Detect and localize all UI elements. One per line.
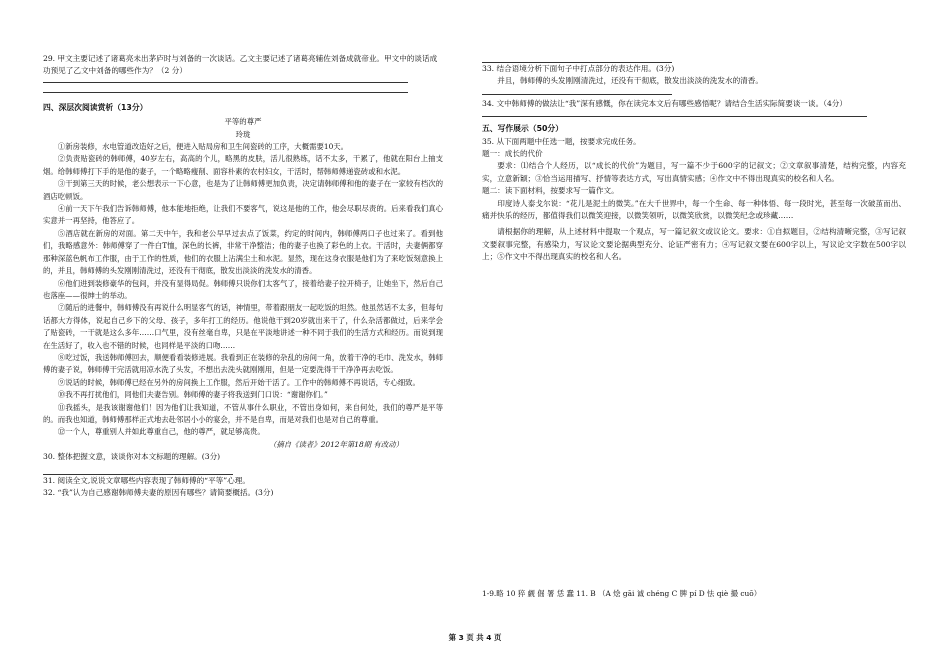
topic-2-requirements: 请根据你的理解，从上述材料中提取一个观点，写一篇记叙文或议论文。要求：①自拟题目，②结构清晰完整，③写记叙文要叙事完整，有感染力，写议论文要论据典型充分、论证严密有力；④写记叙文要在600字以上，写议论文字数在500字以上；⑤作文中不得出现真实的校名和人名。: [482, 227, 906, 262]
question-32: 32. “我”认为自己感谢韩师傅夫妻的原因有哪些？请简要概括。(3分): [43, 488, 274, 497]
question-31: 31. 阅读全文,说说文章哪些内容表现了韩师傅的“平等”心理。: [43, 475, 250, 485]
section-heading-5: 五、写作展示（50分）: [482, 124, 564, 134]
story-paragraph: ⑪我摇头，是我该谢谢他们！因为他们让我知道，不管从事什么职业，不管出身如何，来自何处，我们的尊严是平等的。而我也知道，韩师傅那样正式地去赴邻居小小的宴会，并不是自卑，而是对我们也是对自己的尊重。: [43, 402, 443, 424]
question-34: 34. 文中韩师傅的做法让“我”深有感慨，你在读完本文后有哪些感悟呢？请结合生活实际简要谈一谈。（4分）: [482, 98, 847, 108]
story-paragraph: ⑥他们进到装修豪华的包间，并没有显得局促。韩师傅只说你们太客气了，接着给妻子拉开椅子，让她坐下，然后自己也落座——很绅士的举动。: [43, 278, 443, 300]
question-33: 33. 结合语境分析下面句子中打点部分的表达作用。(3分): [482, 64, 675, 73]
story-paragraph: ⑩我不再打扰他们，同他们夫妻告别。韩师傅的妻子将我送到门口说：“谢谢你们。”: [57, 390, 328, 400]
story-paragraph: ①新房装修，水电管道改造好之后，便进入贴局房和卫生间瓷砖的工序，大概需要10天。: [57, 142, 349, 152]
story-paragraph: ②负责贴瓷砖的韩师傅，40岁左右，高高的个儿，略黑的皮肤，活儿很熟练，话不太多，干累了，他就在阳台上抽支烟。给韩师傅打下手的是他的妻子，一个略略瘦削、面容朴素的农村妇女，干活时，帮韩师傅递瓷砖或和水泥。: [43, 154, 443, 176]
story-title: 平等的尊严: [224, 117, 262, 127]
page-footer: 第 3 页 共 4 页: [448, 633, 502, 642]
story-paragraph: ④前一天下午我们告诉韩师傅，他本能地拒绝，让我们不要客气，说这是他的工作，他会尽职尽责的。后来看我们真心实意并一再坚持，他答应了。: [43, 204, 443, 226]
question-33-quote: 并且，韩师傅的头发刚刚清洗过，还没有干彻底，散发出淡淡的洗发水的清香。: [497, 76, 763, 86]
topic-1-requirements: 要求：⑴结合个人经历，以“成长的代价”为题目，写一篇不少于600字的记叙文；②文章叙事清楚，结构完整，内容充实，立意新颖；③恰当运用描写、抒情等表达方式，写出真情实感；④作文中不得出现真实的校名和人名。: [482, 161, 906, 183]
answer-line: [482, 94, 672, 95]
story-paragraph: ⑫一个人，尊重别人并如此尊重自己，他的尊严，就足够高贵。: [57, 427, 265, 437]
section-heading-4: 四、深层次阅读赏析（13分）: [43, 102, 148, 112]
story-paragraph: ⑧吃过饭，我送韩师傅回去，顺便看看装修进展。我看到正在装修的杂乱的房间一角，放着干净的毛巾、洗发水，韩师傅的妻子说，韩师傅干完活就用凉水洗了头发，不想出去洗头就刚刚用，但是一定要洗得干干净净再去吃饭。: [43, 352, 443, 375]
story-source: （摘自《读者》2012年第18期 有改动）: [268, 439, 403, 449]
story-paragraph: ⑦随后的进餐中，韩师傅没有再说什么明显客气的话，神情里，带着跟朋友一起吃饭的坦然。他虽然话不太多，但每句话都大方得体，说起自己乡下的父母、孩子，多年打工的经历。他说他干到20岁就出来干了，什么杂活都做过，后来学会了贴瓷砖，一干就是这么多年……口气里，没有丝毫自卑，只是在平淡地讲述一种不同于我们的生活方式和经历。而说到现在生活好了，收入也不错的时候，也同样是平淡的口吻……: [43, 303, 443, 350]
story-paragraph: ⑨说话的时候，韩师傅已经在另外的房间换上工作服，然后开始干活了。工作中的韩师傅不再说话，专心细致。: [57, 377, 420, 387]
right-column: [482, 0, 906, 264]
topic-2-label: 题二：读下面材料，按要求写一篇作文。: [482, 186, 619, 196]
story-author: 玲珑: [235, 129, 251, 139]
story-paragraph: ⑤酒店就在新房的对面。第二天中午，我和老公早早过去点了饭菜，约定的时间内，韩师傅两口子也过来了。看到他们，我略感意外：韩师傅穿了一件白T恤，深色的长裤，非常干净整洁；他的妻子也换了彩色的上衣。干活时，夫妻俩都穿那种深蓝色帆布工作服，由于工作的性质，他们的衣服上沾满尘土和水泥。显然，现在这身衣服是他们为了来吃饭刻意换上的，并且，韩师傅的头发刚刚清洗过，还没有干彻底，散发出淡淡的洗发水的清香。: [43, 228, 443, 276]
question-29: 29. 甲文主要记述了诸葛亮未出茅庐时与刘备的一次谈话。乙文主要记述了诸葛亮辅佐刘备成就帝业。甲文中的谈话成功预见了乙文中刘备的哪些作为？（2 分）: [43, 54, 438, 76]
answer-line: [43, 92, 408, 93]
topic-1-label: 题一：成长的代价: [482, 149, 543, 159]
answer-key: 1-9.略 10 猝 觑 倔 署 恁 蠢 11. B （A 烩 gāi 诚 chéng C 脾 pí D 怯 qiè 撮 cuō）: [482, 589, 762, 598]
story-body: [43, 141, 443, 439]
question-30: 30. 整体把握文意，谈谈你对本文标题的理解。(3分): [43, 452, 221, 462]
left-column: [43, 0, 443, 499]
writing-intro: 35. 从下面两题中任选一题，按要求完成任务。: [482, 136, 641, 146]
answer-line: [482, 116, 867, 117]
topic-2-quote: 印度诗人泰戈尔说：“花儿是泥土的微笑。”在大千世界中，每一个生命、每一种体悟、每一段时光，甚至每一次破茧而出、痛并快乐的经历，都值得我们以微笑迎接，以微笑领听，以微笑欣赏，以微笑纪念或珍藏……: [482, 198, 906, 221]
answer-line: [43, 82, 408, 83]
story-paragraph: ③干到第三天的时候，老公想表示一下心意，也是为了让韩师傅更加负责，决定请韩师傅和他的妻子在一家较有档次的酒店吃顿饭。: [43, 179, 443, 201]
